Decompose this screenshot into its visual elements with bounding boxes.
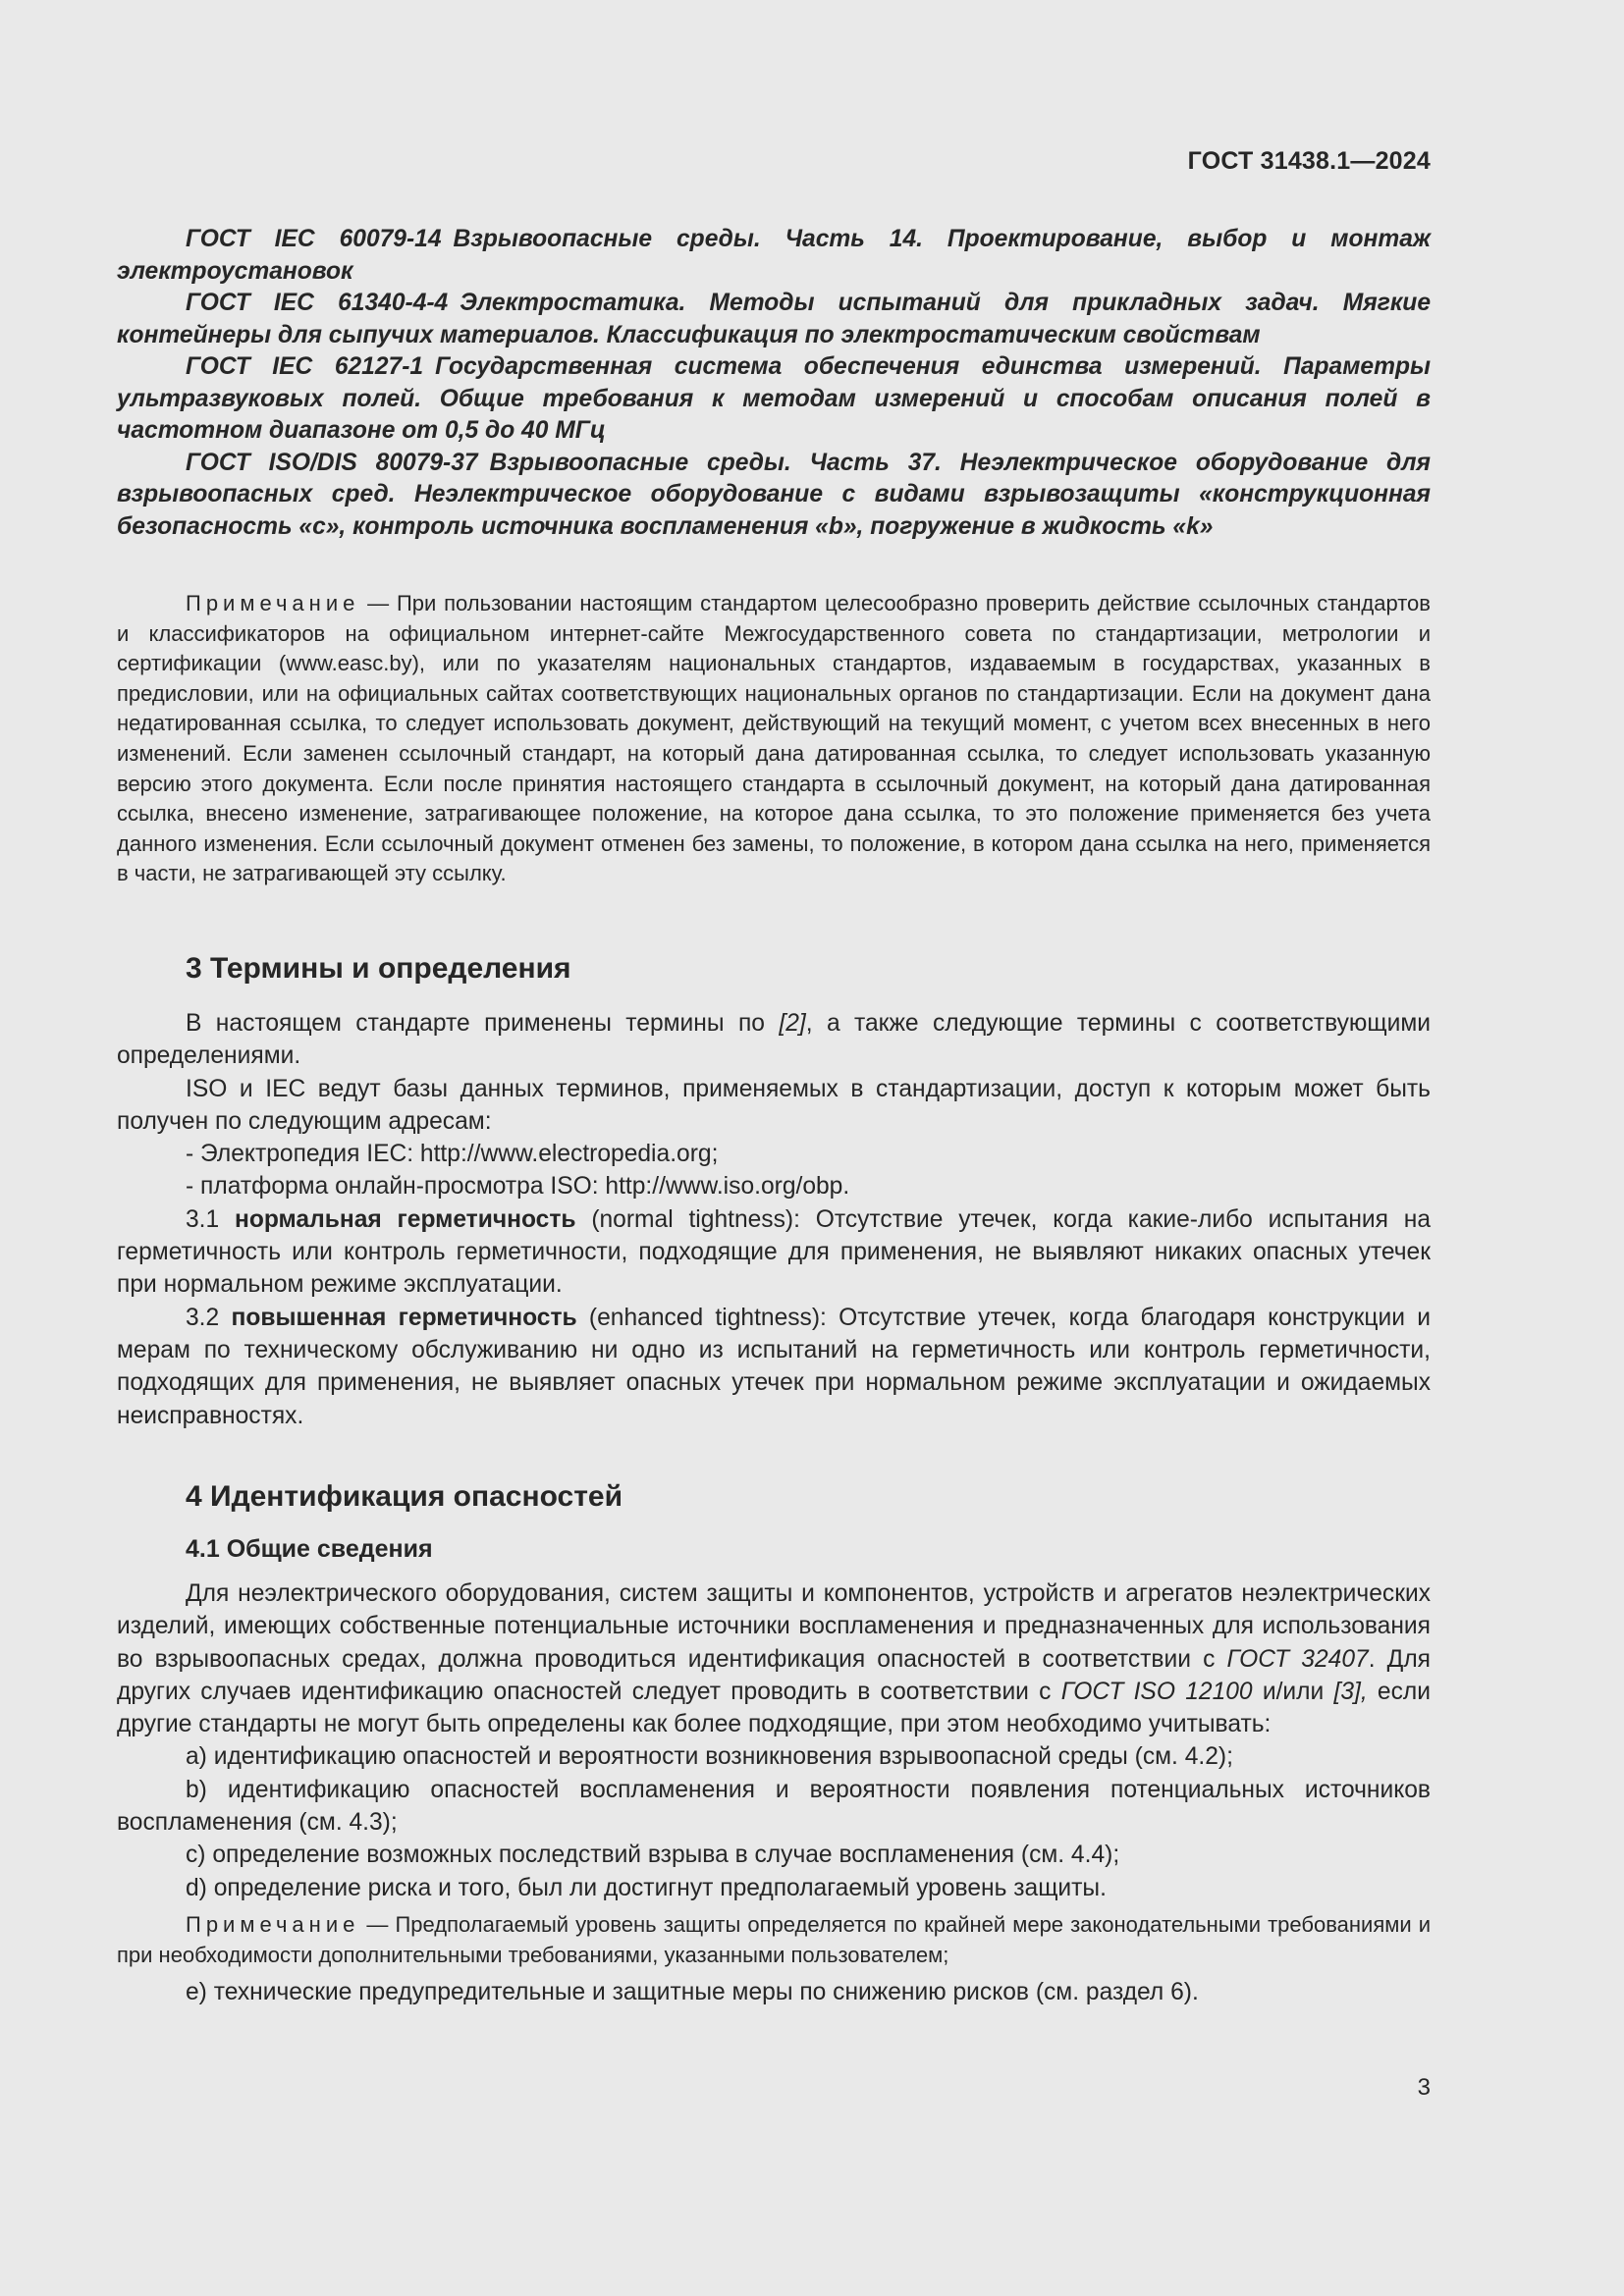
reference-code: ГОСТ IEC 62127-1 bbox=[186, 353, 424, 380]
document-code: ГОСТ 31438.1—2024 bbox=[1187, 147, 1431, 175]
section-title: 3 Термины и определения bbox=[186, 952, 571, 985]
note-text: При пользовании настоящим стандартом целесообразно проверить действие ссылочных стандартов и классификаторов на официальном интернет-сайте Межгосударственного совета по стандартизации, метрологии и сертификации (www.easc.by), или по указателям национальных стандартов, издаваемым в государствах, указанных в предисловии, или на официальных сайтах соответствующих национальных органов по стандартизации. Если на документ дана недатированная ссылка, то следует использовать документ, действующий на текущий момент, с учетом всех внесенных в него изменений. Если заменен ссылочный стандарт, на который дана датированная ссылка, то следует использовать указанную версию этого документа. Если после принятия настоящего стандарта в ссылочный документ, на который дана датированная ссылка, внесено изменение, затрагивающее положение, на которое дана ссылка, то это положение применяется без учета данного изменения. Если ссылочный документ отменен без замены, то положение, в котором дана ссылка на него, применяется в части, не затрагивающей эту ссылку. bbox=[117, 591, 1431, 886]
paragraph: Для неэлектрического оборудования, систем защиты и компонентов, устройств и агрегатов неэлектрических изделий, имеющих собственные потенциальные источники воспламенения и предназначенных для использования во взрывоопасных средах, должна проводиться идентификация опасностей в соответствии с ГОСТ 32407. Для других случаев идентификацию опасностей следует проводить в соответствии с ГОСТ ISO 12100 и/или [3], если другие стандарты не могут быть определены как более подходящие, при этом необходимо учитывать: bbox=[117, 1580, 1431, 1738]
note-text: Предполагаемый уровень защиты определяется по крайней мере законодательными требованиями и при необходимости дополнительными требованиями, указанными пользователем; bbox=[117, 1911, 1431, 1967]
list-item: d) определение риска и того, был ли достигнут предполагаемый уровень защиты. bbox=[186, 1874, 1107, 1901]
citation: [3], bbox=[1333, 1678, 1368, 1705]
subsection-title: 4.1 Общие сведения bbox=[186, 1535, 433, 1563]
paragraph: В настоящем стандарте применены термины по [2], а также следующие термины с соответствующими определениями. bbox=[117, 1010, 1431, 1070]
term: повышенная герметичность bbox=[231, 1304, 577, 1331]
paragraph: ISO и IEC ведут базы данных терминов, применяемых в стандартизации, доступ к которым может быть получен по следующим адресам: bbox=[117, 1075, 1431, 1135]
term-definition: 3.1 нормальная герметичность (normal tightness): Отсутствие утечек, когда какие-либо испытания на герметичность или контроль герметичности, подходящие для применения, не выявляют никаких опасных утечек при нормальном режиме эксплуатации. bbox=[117, 1205, 1431, 1299]
citation: [2] bbox=[779, 1010, 806, 1037]
citation: ГОСТ 32407 bbox=[1226, 1645, 1369, 1673]
list-item: - Электропедия IEC: http://www.electropedia.org; bbox=[186, 1141, 719, 1168]
reference-title: Государственная система обеспечения единства измерений. Параметры ультразвуковых полей. Общие требования к методам измерений и способам описания полей в частотном диапазоне от 0,5 до 40 МГц bbox=[117, 353, 1431, 444]
list-item: a) идентификацию опасностей и вероятности возникновения взрывоопасной среды (см. 4.2); bbox=[186, 1743, 1233, 1771]
reference-code: ГОСТ IEC 61340-4-4 bbox=[186, 290, 449, 316]
reference-title: Взрывоопасные среды. Часть 14. Проектирование, выбор и монтаж электроустановок bbox=[117, 226, 1431, 285]
list-item: - платформа онлайн-просмотра ISO: http://www.iso.org/obp. bbox=[186, 1173, 850, 1201]
reference-code: ГОСТ ISO/DIS 80079-37 bbox=[186, 449, 478, 476]
note-block: Примечание — Предполагаемый уровень защиты определяется по крайней мере законодательными требованиями и при необходимости дополнительными требованиями, указанными пользователем; bbox=[117, 1911, 1431, 1967]
reference-item bbox=[117, 224, 1431, 288]
citation: ГОСТ ISO 12100 bbox=[1060, 1678, 1253, 1705]
reference-code: ГОСТ IEC 60079-14 bbox=[186, 226, 442, 252]
note-block: Примечание — При пользовании настоящим стандартом целесообразно проверить действие ссылочных стандартов и классификаторов на официальном интернет-сайте Межгосударственного совета по стандартизации, метрологии и сертификации (www.easc.by), или по указателям национальных стандартов, издаваемым в государствах, указанных в предисловии, или на официальных сайтах соответствующих национальных органов по стандартизации. Если на документ дана недатированная ссылка, то следует использовать документ, действующий на текущий момент, с учетом всех внесенных в него изменений. Если заменен ссылочный стандарт, на который дана датированная ссылка, то следует использовать указанную версию этого документа. Если после принятия настоящего стандарта в ссылочный документ, на который дана датированная ссылка, внесено изменение, затрагивающее положение, на которое дана ссылка, то это положение применяется без учета данного изменения. Если ссылочный документ отменен без замены, то положение, в котором дана ссылка на него, применяется в части, не затрагивающей эту ссылку. bbox=[117, 591, 1431, 886]
page-number: 3 bbox=[1417, 2074, 1431, 2101]
reference-item bbox=[117, 351, 1431, 448]
reference-item bbox=[117, 448, 1431, 544]
list-item: b) идентификацию опасностей воспламенения и вероятности появления потенциальных источников воспламенения (см. 4.3); bbox=[117, 1776, 1431, 1837]
reference-title: Взрывоопасные среды. Часть 37. Неэлектрическое оборудование для взрывоопасных сред. Неэлектрическое оборудование с видами взрывозащиты «конструкционная безопасность «с», контроль источника воспламенения «b», погружение в жидкость «k» bbox=[117, 449, 1431, 540]
reference-title: Электростатика. Методы испытаний для прикладных задач. Мягкие контейнеры для сыпучих материалов. Классификация по электростатическим свойствам bbox=[117, 290, 1432, 348]
normative-references-list bbox=[117, 224, 1431, 543]
list-item: c) определение возможных последствий взрыва в случае воспламенения (см. 4.4); bbox=[186, 1842, 1120, 1869]
list-item: e) технические предупредительные и защитные меры по снижению рисков (см. раздел 6). bbox=[186, 1979, 1199, 2006]
section-3 bbox=[117, 952, 1431, 1432]
note-label: Примечание bbox=[186, 591, 360, 615]
term: нормальная герметичность bbox=[234, 1205, 576, 1233]
note-label: Примечание bbox=[186, 1911, 360, 1937]
section-4 bbox=[117, 1480, 1431, 2008]
section-title: 4 Идентификация опасностей bbox=[186, 1480, 623, 1513]
term-definition: 3.2 повышенная герметичность (enhanced tightness): Отсутствие утечек, когда благодаря конструкции и мерам по техническому обслуживанию ни одно из испытаний на герметичность или контроль герметичности, подходящих для применения, не выявляет опасных утечек при нормальном режиме эксплуатации и ожидаемых неисправностях. bbox=[117, 1304, 1431, 1429]
reference-item bbox=[117, 288, 1431, 351]
